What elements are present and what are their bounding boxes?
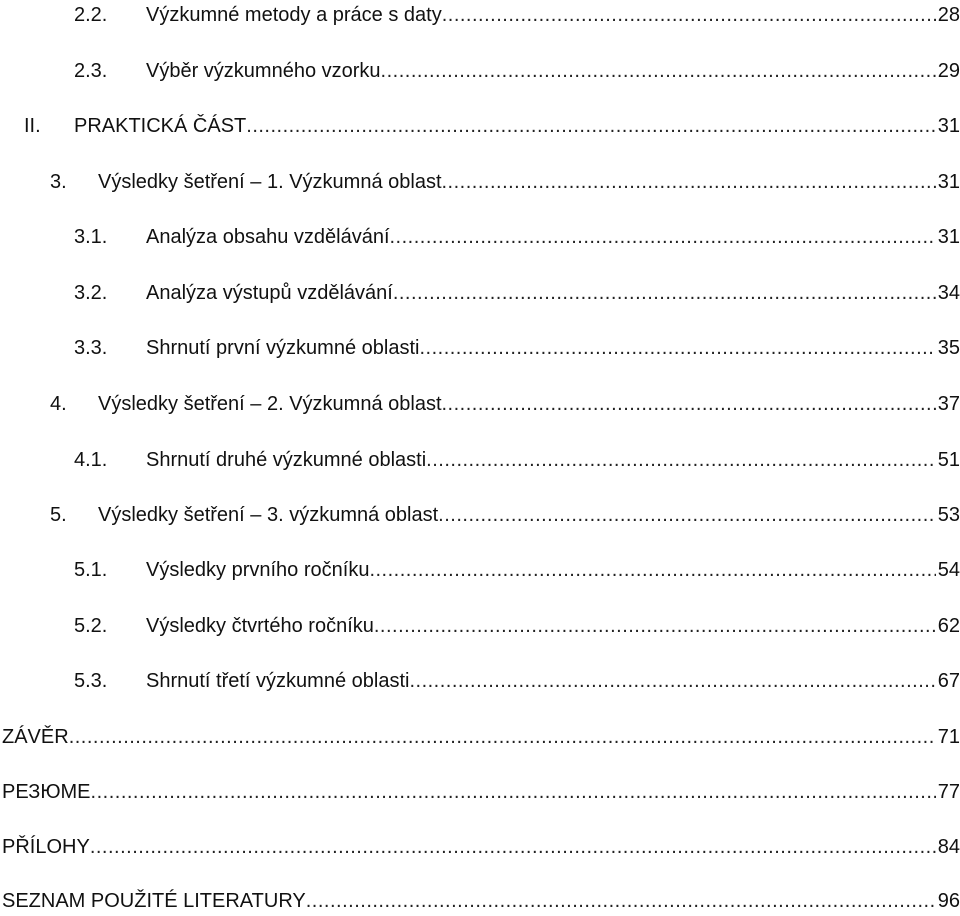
toc-entry-number: 2.2.	[74, 4, 108, 26]
toc-leader-dots	[381, 56, 936, 86]
toc-leader-dots	[306, 886, 936, 916]
toc-entry[interactable]	[74, 222, 960, 252]
toc-entry[interactable]	[50, 500, 960, 530]
toc-entry-page: 77	[937, 781, 960, 803]
toc-entry-page: 84	[937, 836, 960, 858]
toc-entry-title: Analýza výstupů vzdělávání	[146, 282, 393, 304]
toc-entry-title: Výzkumné metody a práce s daty	[146, 4, 442, 26]
toc-leader-dots	[442, 389, 936, 419]
toc-entry-page: 34	[937, 282, 960, 304]
toc-entry[interactable]	[50, 167, 960, 197]
toc-entry[interactable]	[50, 389, 960, 419]
toc-entry[interactable]	[2, 886, 960, 916]
toc-leader-dots	[442, 167, 936, 197]
toc-entry-title: Shrnutí první výzkumné oblasti	[146, 337, 420, 359]
toc-leader-dots	[90, 832, 936, 862]
toc-entry[interactable]	[2, 832, 960, 862]
toc-leader-dots	[442, 0, 936, 30]
toc-entry[interactable]	[74, 0, 960, 30]
toc-entry-number: 5.1.	[74, 559, 108, 581]
toc-entry[interactable]	[74, 445, 960, 475]
toc-entry-title: SEZNAM POUŽITÉ LITERATURY	[2, 890, 306, 912]
toc-entry-title: Výběr výzkumného vzorku	[146, 60, 381, 82]
toc-entry-page: 67	[937, 670, 960, 692]
toc-entry-page: 37	[937, 393, 960, 415]
toc-entry-page: 29	[937, 60, 960, 82]
toc-entry-number: 5.2.	[74, 615, 108, 637]
toc-entry-number: 3.2.	[74, 282, 108, 304]
toc-entry-title: Shrnutí třetí výzkumné oblasti	[146, 670, 410, 692]
toc-entry-page: 62	[937, 615, 960, 637]
toc-entry-page: 54	[937, 559, 960, 581]
toc-entry[interactable]	[74, 666, 960, 696]
toc-entry[interactable]	[2, 722, 960, 752]
toc-entry-page: 71	[937, 726, 960, 748]
toc-entry-title: Analýza obsahu vzdělávání	[146, 226, 390, 248]
toc-entry-page: 51	[937, 449, 960, 471]
toc-entry-title: Shrnutí druhé výzkumné oblasti	[146, 449, 427, 471]
toc-entry[interactable]	[74, 56, 960, 86]
toc-entry-number: 3.1.	[74, 226, 108, 248]
toc-leader-dots	[409, 666, 935, 696]
toc-entry-title: Výsledky šetření – 2. Výzkumná oblast	[98, 393, 442, 415]
toc-leader-dots	[369, 555, 935, 585]
toc-leader-dots	[91, 777, 936, 807]
toc-leader-dots	[438, 500, 936, 530]
toc-entry-title: Výsledky čtvrtého ročníku	[146, 615, 374, 637]
toc-entry[interactable]	[2, 777, 960, 807]
toc-leader-dots	[426, 445, 936, 475]
toc-entry-number: 3.3.	[74, 337, 108, 359]
toc-entry[interactable]	[74, 555, 960, 585]
toc-entry-page: 31	[937, 115, 960, 137]
toc-entry-page: 28	[937, 4, 960, 26]
toc-entry-number: 2.3.	[74, 60, 108, 82]
toc-entry[interactable]	[24, 111, 960, 141]
toc-entry-number: 4.1.	[74, 449, 108, 471]
toc-entry-title: Výsledky šetření – 1. Výzkumná oblast	[98, 171, 442, 193]
toc-entry[interactable]	[74, 278, 960, 308]
toc-leader-dots	[246, 111, 935, 141]
toc-entry-page: 96	[937, 890, 960, 912]
toc-entry-title: Výsledky šetření – 3. výzkumná oblast	[98, 504, 439, 526]
toc-entry-number: 3.	[50, 171, 67, 193]
toc-entry-number: 5.3.	[74, 670, 108, 692]
toc-entry-page: 31	[937, 171, 960, 193]
toc-entry-page: 31	[937, 226, 960, 248]
toc-entry[interactable]	[74, 611, 960, 641]
toc-entry-title: ZÁVĚR	[2, 726, 69, 748]
toc-entry-title: РЕЗЮМЕ	[2, 781, 91, 803]
toc-entry-number: 5.	[50, 504, 67, 526]
toc-entry-title: PŘÍLOHY	[2, 836, 90, 858]
toc-entry-page: 53	[937, 504, 960, 526]
toc-leader-dots	[374, 611, 936, 641]
toc-leader-dots	[390, 222, 936, 252]
toc-leader-dots	[393, 278, 936, 308]
toc-entry-title: Výsledky prvního ročníku	[146, 559, 370, 581]
toc-entry-page: 35	[937, 337, 960, 359]
toc-entry-number: 4.	[50, 393, 67, 415]
toc-entry-number: II.	[24, 115, 41, 137]
toc-entry-title: PRAKTICKÁ ČÁST	[74, 115, 247, 137]
toc-leader-dots	[419, 333, 935, 363]
toc-leader-dots	[69, 722, 936, 752]
toc-entry[interactable]	[74, 333, 960, 363]
